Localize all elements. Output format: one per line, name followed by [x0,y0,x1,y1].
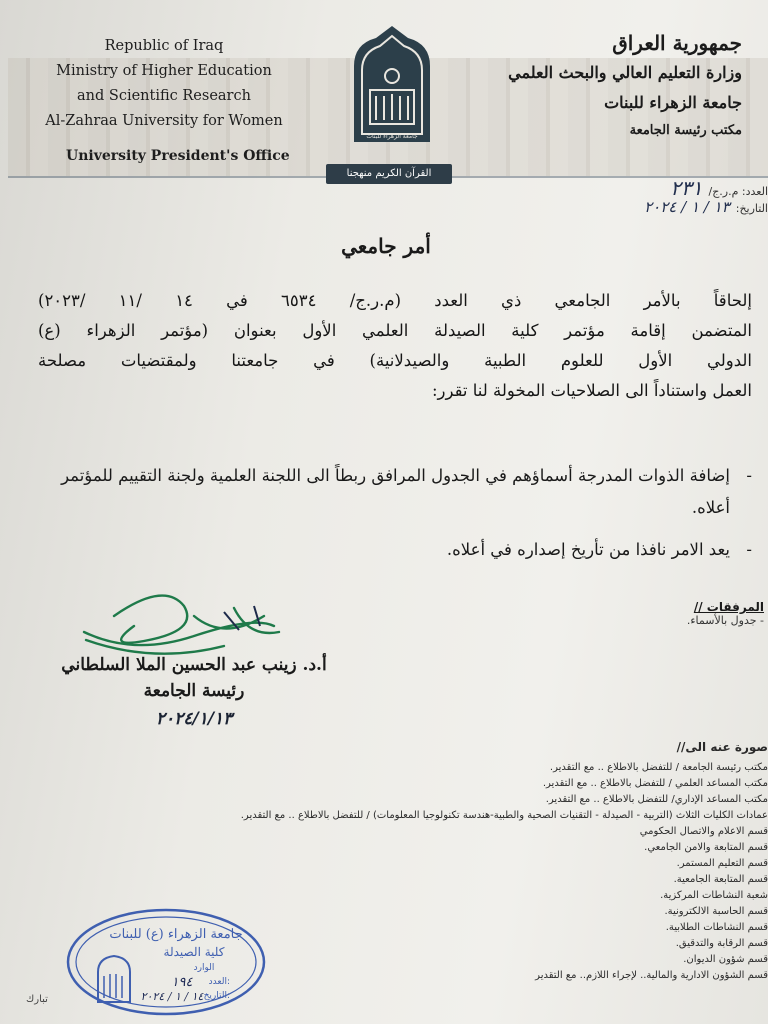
university-logo [346,24,438,144]
attachments-block [687,600,764,627]
document-title: أمر جامعي [341,234,431,258]
reference-block [644,176,768,220]
signer-name: أ.د. زينب عبد الحسين الملا السلطاني [61,655,327,675]
order-item: - يعد الامر نافذا من تأريخ إصداره في أعلاه. [38,534,752,566]
stamp-college-text: كلية الصيدلة [163,945,225,959]
copies-row: قسم النشاطات الطلابية. [665,922,768,933]
attachments-value: - جدول بالأسماء. [686,614,764,627]
body-line-1: إلحاقاً بالأمر الجامعي ذي العدد (م.ر.ج/ ٦٥٣٤ في ١٤ /١١ /٢٠٢٣) [38,291,752,310]
english-letterhead [24,34,304,134]
copies-row: قسم الحاسبة الالكترونية. [664,906,768,917]
document-page [4,0,768,1024]
copies-row: قسم المتابعة والامن الجامعي. [644,842,768,853]
copies-row: عمادات الكليات الثلاث (التربية - الصيدلة - التقنيات الصحية والطبية-هندسة تكنولوجيا المعلومات) / للتفضل بالاطلاع .. مع التقدير. [240,810,768,821]
copies-row: قسم الرقابة والتدقيق. [675,938,768,949]
stamp-date-label: التاريخ: [203,991,230,1001]
copies-row: قسم التعليم المستمر. [676,858,768,869]
stamp-date-value: ١٤ / ١ / ٢٠٢٤ [140,990,204,1003]
ar-line-university: جامعة الزهراء للبنات [604,93,742,112]
en-line-ministry-cont: and Scientific Research [77,88,251,104]
copies-row: مكتب المساعد الإداري/ للتفضل بالاطلاع .. مع التقدير. [545,794,768,805]
pharmacy-college-stamp [64,906,268,1018]
copies-row: قسم الاعلام والاتصال الحكومي [639,826,768,837]
reference-date-row [644,198,768,220]
order-body [38,286,752,406]
copies-row: مكتب المساعد العلمي / للتفضل بالاطلاع .. مع التقدير. [542,778,768,789]
stamp-number-value: ١٩٤ [171,975,193,990]
order-items [38,460,752,576]
motto-banner: القرآن الكريم منهجنا [326,164,452,184]
reference-number-value: ٢٣١ [670,176,703,200]
stamp-incoming-label: الوارد [193,963,215,973]
footer-mark: تبارك [26,994,48,1005]
attachments-title: المرفقات // [693,600,764,614]
reference-number-row [644,176,768,198]
arabic-letterhead [492,28,742,144]
copies-row: مكتب رئيسة الجامعة / للتفضل بالاطلاع .. مع التقدير. [549,762,768,773]
signer-block [44,652,344,734]
signer-role: رئيسة الجامعة [143,681,245,701]
reference-number-label: العدد: م.ر.ج/ [708,185,768,198]
body-line-4: العمل واستناداً الى الصلاحيات المخولة لنا تقرر: [431,381,752,400]
copies-row: قسم الشؤون الادارية والمالية.. لإجراء اللازم.. مع التقدير [535,970,768,981]
order-item: - إضافة الذوات المدرجة أسماؤهم في الجدول المرافق ربطاً الى اللجنة العلمية ولجنة التقييم للمؤتمر أعلاه. [38,460,752,524]
en-office-name: University President's Office [66,148,290,164]
body-line-3: الدولي الأول للعلوم الطبية والصيدلانية) في جامعتنا ولمقتضيات مصلحة [38,351,752,370]
copies-row: شعبة النشاطات المركزية. [660,890,768,901]
copies-row: قسم المتابعة الجامعية. [673,874,768,885]
en-line-country: Republic of Iraq [104,38,224,54]
ar-line-office: مكتب رئيسة الجامعة [629,123,742,138]
ar-line-country: جمهورية العراق [612,31,742,55]
signer-date: ٢٠٢٤/١/١٣ [155,709,233,729]
logo-caption: جامعة الزهراء للبنات [366,133,418,140]
copies-row: قسم شؤون الديوان. [683,954,768,965]
en-line-university: Al-Zahraa University for Women [45,113,283,129]
body-line-2: المتضمن إقامة مؤتمر كلية الصيدلة العلمي الأول بعنوان (مؤتمر الزهراء (ع) [38,321,752,340]
ar-line-ministry: وزارة التعليم العالي والبحث العلمي [508,63,742,82]
reference-date-label: التاريخ: [735,202,768,215]
copies-title: صورة عنه الى// [676,740,768,754]
stamp-number-label: العدد: [208,977,230,987]
reference-date-value: ١٣ / ١ / ٢٠٢٤ [644,198,730,216]
en-line-ministry: Ministry of Higher Education [56,63,272,79]
stamp-university-text: جامعة الزهراء (ع) للبنات [109,927,243,942]
